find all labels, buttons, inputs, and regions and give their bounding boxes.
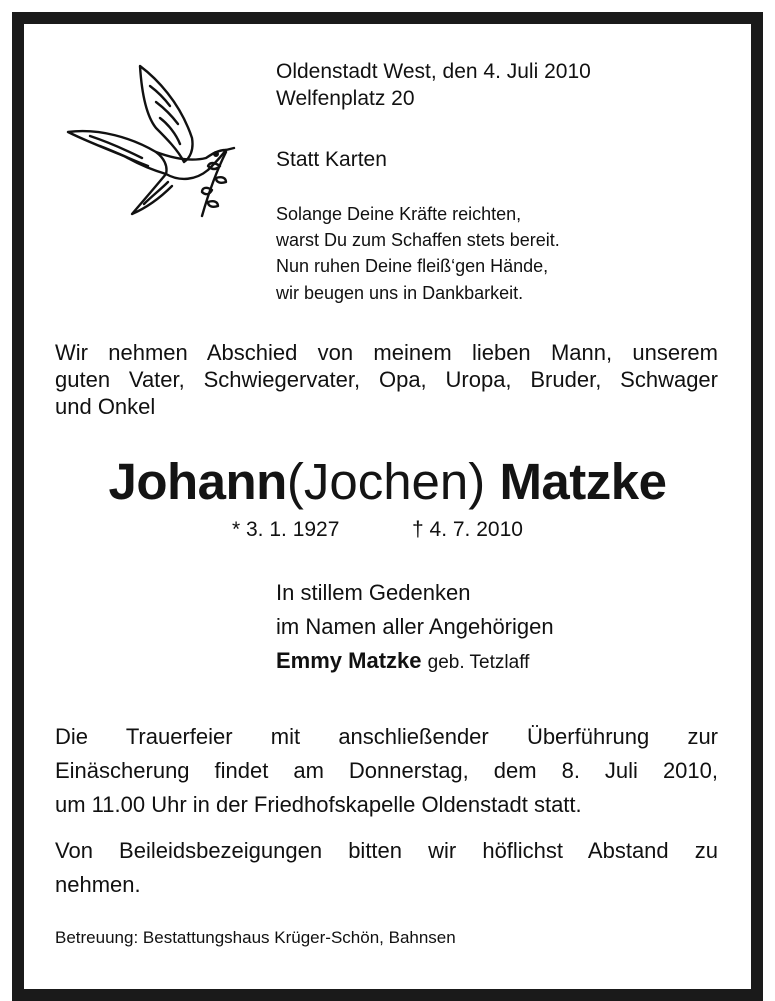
intro-line: guten Vater, Schwiegervater, Opa, Uropa, Bruder, Schwager	[55, 367, 718, 392]
poem-line: Nun ruhen Deine fleiß‘gen Hände,	[276, 256, 549, 276]
mourners-line: In stillem Gedenken	[276, 580, 471, 605]
intro-line: und Onkel	[55, 394, 156, 419]
mourner-full-name: Emmy Matzke	[276, 648, 422, 673]
death-date: † 4. 7. 2010	[412, 518, 523, 541]
first-name: Johann	[108, 453, 287, 510]
statt-karten: Statt Karten	[276, 148, 387, 171]
dove-icon	[60, 58, 240, 228]
place-date: Oldenstadt West, den 4. Juli 2010	[276, 60, 591, 83]
mourner-name	[276, 648, 529, 674]
mourners-line: im Namen aller Angehörigen	[276, 614, 554, 639]
intro-line: Wir nehmen Abschied von meinem lieben Mann, unserem	[55, 340, 718, 365]
poem-line: wir beugen uns in Dankbarkeit.	[276, 283, 524, 303]
condolence-line: nehmen.	[55, 872, 141, 897]
nickname: (Jochen)	[286, 453, 486, 510]
poem-line: Solange Deine Kräfte reichten,	[276, 204, 522, 224]
poem-line: warst Du zum Schaffen stets bereit.	[276, 230, 560, 250]
maiden-name: geb. Tetzlaff	[427, 652, 530, 673]
address: Welfenplatz 20	[276, 87, 415, 110]
last-name: Matzke	[499, 453, 667, 510]
ceremony-line: um 11.00 Uhr in der Friedhofskapelle Oldenstadt statt.	[55, 792, 582, 817]
birth-date: * 3. 1. 1927	[232, 518, 340, 541]
deceased-name	[0, 452, 775, 511]
footer-funeral-home: Betreuung: Bestattungshaus Krüger-Schön, Bahnsen	[55, 928, 456, 947]
ceremony-line: Einäscherung findet am Donnerstag, dem 8. Juli 2010,	[55, 758, 718, 783]
condolence-line: Von Beileidsbezeigungen bitten wir höflichst Abstand zu	[55, 838, 718, 863]
ceremony-line: Die Trauerfeier mit anschließender Überführung zur	[55, 724, 718, 749]
